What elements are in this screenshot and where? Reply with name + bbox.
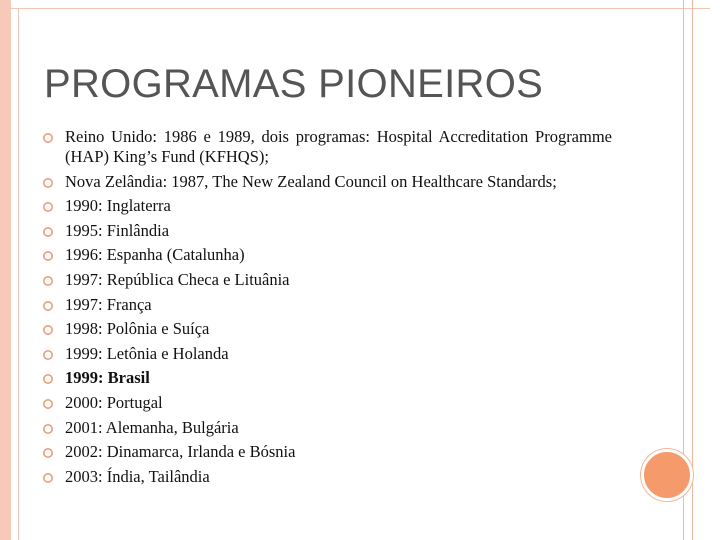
list-item bbox=[42, 295, 612, 315]
list-item-text: 1999: Brasil bbox=[65, 368, 150, 388]
list-item bbox=[42, 245, 612, 265]
list-item-text: 1995: Finlândia bbox=[65, 220, 170, 240]
ring-bullet-icon bbox=[42, 177, 54, 189]
bullet-list bbox=[42, 127, 612, 491]
ring-bullet-icon bbox=[42, 275, 54, 287]
list-item bbox=[42, 221, 612, 241]
list-item-text: 2002: Dinamarca, Irlanda e Bósnia bbox=[65, 442, 296, 462]
frame-left-line bbox=[18, 8, 19, 540]
ring-bullet-icon bbox=[42, 373, 54, 385]
ring-bullet-icon bbox=[42, 201, 54, 213]
ring-bullet-icon bbox=[42, 250, 54, 262]
list-item bbox=[42, 270, 612, 290]
list-item-text: Reino Unido: 1986 e 1989, dois programas: Hospital Accreditation Programme (HAP) King’s Fund (KFHQS); bbox=[65, 127, 612, 166]
list-item bbox=[42, 319, 612, 339]
list-item-text: 1999: Letônia e Holanda bbox=[65, 343, 229, 363]
list-item-text: 1997: França bbox=[65, 294, 152, 314]
list-item bbox=[42, 467, 612, 487]
list-item bbox=[42, 393, 612, 413]
list-item bbox=[42, 442, 612, 462]
list-item-text: 1997: República Checa e Lituânia bbox=[65, 269, 290, 289]
ring-bullet-icon bbox=[42, 423, 54, 435]
list-item-text: Nova Zelândia: 1987, The New Zealand Council on Healthcare Standards; bbox=[65, 171, 557, 191]
list-item bbox=[42, 196, 612, 216]
list-item bbox=[42, 344, 612, 364]
left-border-band bbox=[0, 0, 11, 540]
ring-bullet-icon bbox=[42, 324, 54, 336]
right-border-line bbox=[692, 0, 693, 540]
list-item-text: 2001: Alemanha, Bulgária bbox=[65, 417, 239, 437]
ring-bullet-icon bbox=[42, 349, 54, 361]
list-item bbox=[42, 127, 612, 167]
list-item-text: 2000: Portugal bbox=[65, 392, 163, 412]
ring-bullet-icon bbox=[42, 132, 54, 144]
list-item bbox=[42, 418, 612, 438]
ring-bullet-icon bbox=[42, 398, 54, 410]
list-item-text: 2003: Índia, Tailândia bbox=[65, 466, 210, 486]
slide-title: PROGRAMAS PIONEIROS bbox=[44, 62, 544, 106]
decorative-circle bbox=[641, 449, 693, 501]
list-item-text: 1998: Polônia e Suíça bbox=[65, 319, 210, 339]
ring-bullet-icon bbox=[42, 226, 54, 238]
ring-bullet-icon bbox=[42, 447, 54, 459]
list-item-text: 1990: Inglaterra bbox=[65, 196, 171, 216]
list-item bbox=[42, 172, 612, 192]
ring-bullet-icon bbox=[42, 472, 54, 484]
list-item bbox=[42, 368, 612, 388]
ring-bullet-icon bbox=[42, 300, 54, 312]
frame-top-line bbox=[11, 8, 710, 9]
list-item-text: 1996: Espanha (Catalunha) bbox=[65, 245, 245, 265]
